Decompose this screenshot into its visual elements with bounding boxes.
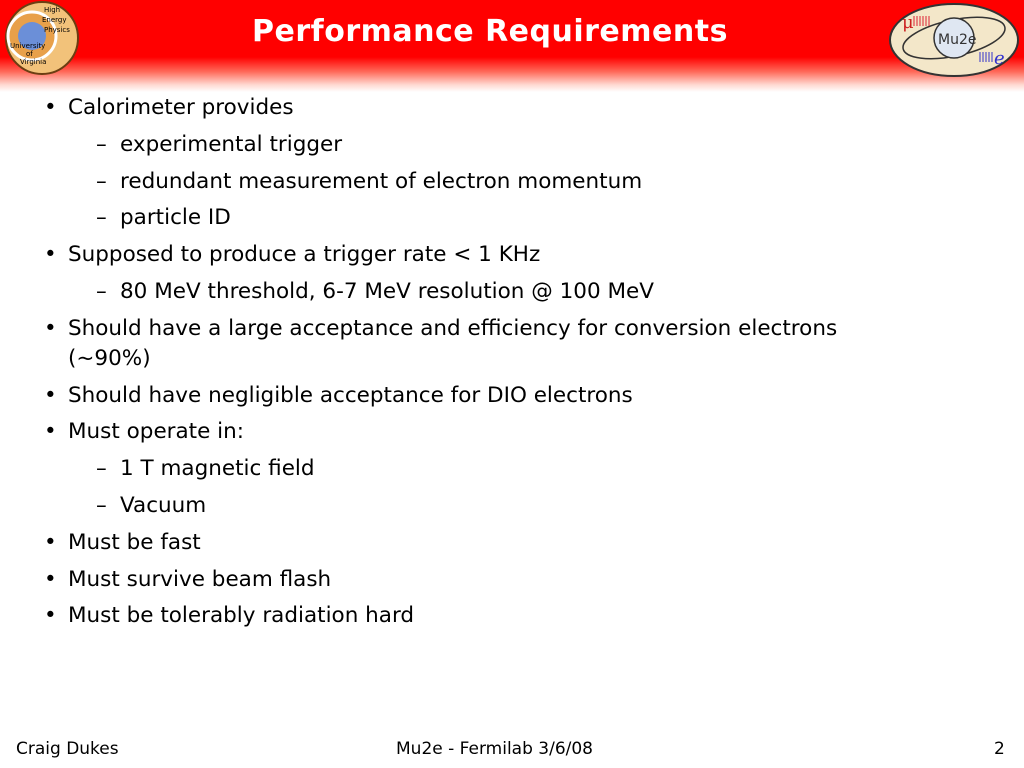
dash-marker: – — [96, 131, 107, 157]
list-item: Should have negligible acceptance for DIO electrons — [68, 382, 633, 408]
bullet-marker: • — [44, 566, 57, 592]
list-item: Calorimeter provides — [68, 95, 294, 120]
slide-title: Performance Requirements — [252, 14, 728, 49]
bullet-marker: • — [44, 419, 57, 445]
list-item: redundant measurement of electron momentum — [120, 168, 643, 194]
bullet-marker: • — [44, 603, 57, 629]
svg-text:of: of — [26, 50, 33, 58]
bullet-marker: • — [44, 95, 57, 120]
list-item: Supposed to produce a trigger rate < 1 KHz — [68, 242, 541, 268]
mu2e-logo — [888, 2, 1020, 78]
slide-header — [0, 0, 1024, 92]
dash-marker: – — [96, 493, 107, 518]
svg-text:Virginia: Virginia — [20, 58, 47, 66]
footer-author: Craig Dukes — [16, 739, 119, 759]
dash-marker: – — [96, 168, 107, 194]
svg-text:Energy: Energy — [42, 16, 67, 24]
list-item: Must survive beam flash — [68, 566, 332, 592]
list-item: Must operate in: — [68, 419, 245, 445]
list-item: 1 T magnetic field — [120, 456, 315, 482]
list-item: Must be tolerably radiation hard — [68, 603, 415, 629]
list-item: particle ID — [120, 205, 231, 231]
svg-text:μ: μ — [902, 12, 914, 33]
svg-text:e: e — [994, 48, 1005, 69]
footer-page-number: 2 — [994, 739, 1005, 759]
svg-text:University: University — [10, 42, 46, 50]
dash-marker: – — [96, 205, 107, 231]
bullet-marker: • — [44, 315, 57, 341]
bullet-marker: • — [44, 242, 57, 268]
svg-text:Mu2e: Mu2e — [938, 32, 977, 48]
list-item: Vacuum — [120, 493, 207, 518]
svg-text:High: High — [44, 6, 61, 14]
list-item: 80 MeV threshold, 6-7 MeV resolution @ 100 MeV — [120, 279, 654, 304]
dash-marker: – — [96, 279, 107, 304]
dash-marker: – — [96, 456, 107, 482]
svg-text:Physics: Physics — [44, 26, 70, 34]
list-item: (~90%) — [68, 345, 151, 371]
list-item: experimental trigger — [120, 131, 343, 157]
bullet-marker: • — [44, 382, 57, 408]
footer-center: Mu2e - Fermilab 3/6/08 — [396, 739, 593, 759]
list-item: Must be fast — [68, 529, 201, 555]
bullet-marker: • — [44, 529, 57, 555]
list-item: Should have a large acceptance and efficiency for conversion electrons — [68, 315, 838, 341]
